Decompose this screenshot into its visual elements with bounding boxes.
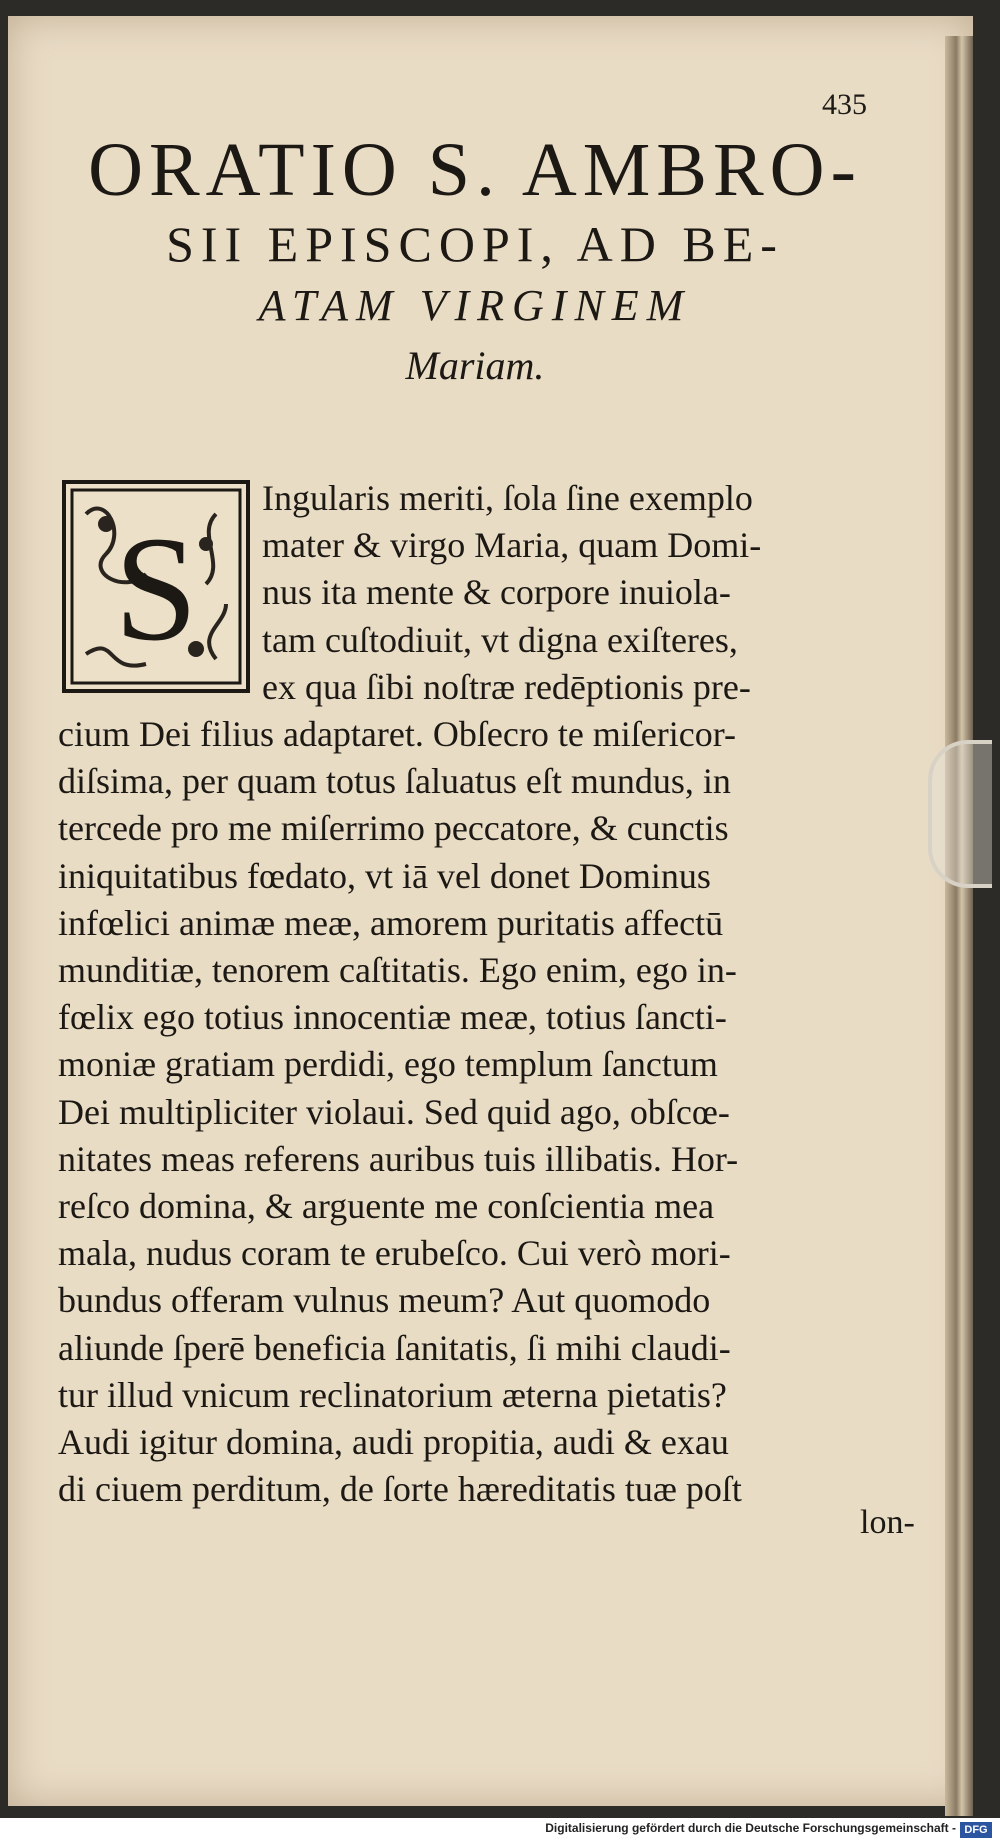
page-number: 435 (822, 88, 867, 121)
title-line-2: SII EPISCOPI, AD BE- (166, 216, 784, 272)
title-line-1: ORATIO S. AMBRO- (88, 128, 862, 212)
text-line: aliunde ſperē beneficia ſanitatis, ſi mihi claudi- (58, 1327, 731, 1368)
text-line: Audi igitur domina, audi propitia, audi & exau (58, 1422, 729, 1462)
text-line: di ciuem perditum, de ſorte hæreditatis tuæ poſt (58, 1469, 742, 1510)
text-line: munditiæ, tenorem caſtitatis. Ego enim, ego in- (58, 950, 737, 990)
dfg-logo: DFG (960, 1822, 992, 1838)
text-line: tur illud vnicum reclinatorium æterna pietatis? (58, 1374, 727, 1415)
text-line: nus ita mente & corpore inuiola- (262, 572, 731, 613)
ornament-icon (66, 484, 246, 689)
text-line: cium Dei filius adaptaret. Obſecro te miſericor- (58, 714, 737, 754)
initial-letter: S (114, 506, 198, 672)
footer-credit: Digitalisierung gefördert durch die Deutsche Forschungsgemeinschaft - (545, 1821, 956, 1835)
text-line: mater & virgo Maria, quam Domi- (262, 525, 762, 566)
decorated-initial (62, 480, 250, 693)
text-line: iniquitatibus fœdato, vt iā vel donet Dominus (58, 855, 711, 896)
text-line: diſsima, per quam totus ſaluatus eſt mundus, in (58, 761, 731, 802)
text-line: moniæ gratiam perdidi, ego templum ſanctum (58, 1044, 718, 1085)
text-line: mala, nudus coram te erubeſco. Cui verò mori- (58, 1233, 731, 1274)
title-line-4: Mariam. (405, 343, 545, 388)
text-line: fœlix ego totius innocentiæ meæ, totius ſancti- (58, 997, 727, 1038)
page-edge (945, 36, 973, 1816)
clasp-icon (928, 740, 992, 888)
title-line-3: ATAM VIRGINEM (258, 281, 692, 330)
text-line: tercede pro me miſerrimo peccatore, & cunctis (58, 808, 729, 849)
text-line: infœlici animæ meæ, amorem puritatis affectū (58, 902, 724, 943)
text-line: reſco domina, & arguente me conſcientia mea (58, 1186, 715, 1226)
page-title (40, 128, 910, 396)
text-line: bundus offeram vulnus meum? Aut quomodo (58, 1280, 711, 1321)
text-line: tam cuſtodiuit, vt digna exiſteres, (262, 619, 738, 660)
catchword: lon- (860, 1504, 915, 1541)
footer-bar (0, 1818, 1000, 1842)
text-line: nitates meas referens auribus tuis illibatis. Hor- (58, 1138, 739, 1179)
text-line: ex qua ſibi noſtræ redēptionis pre- (262, 666, 751, 707)
text-line: Ingularis meriti, ſola ſine exemplo (262, 478, 753, 518)
text-line: Dei multipliciter violaui. Sed quid ago, obſcœ- (58, 1091, 730, 1132)
